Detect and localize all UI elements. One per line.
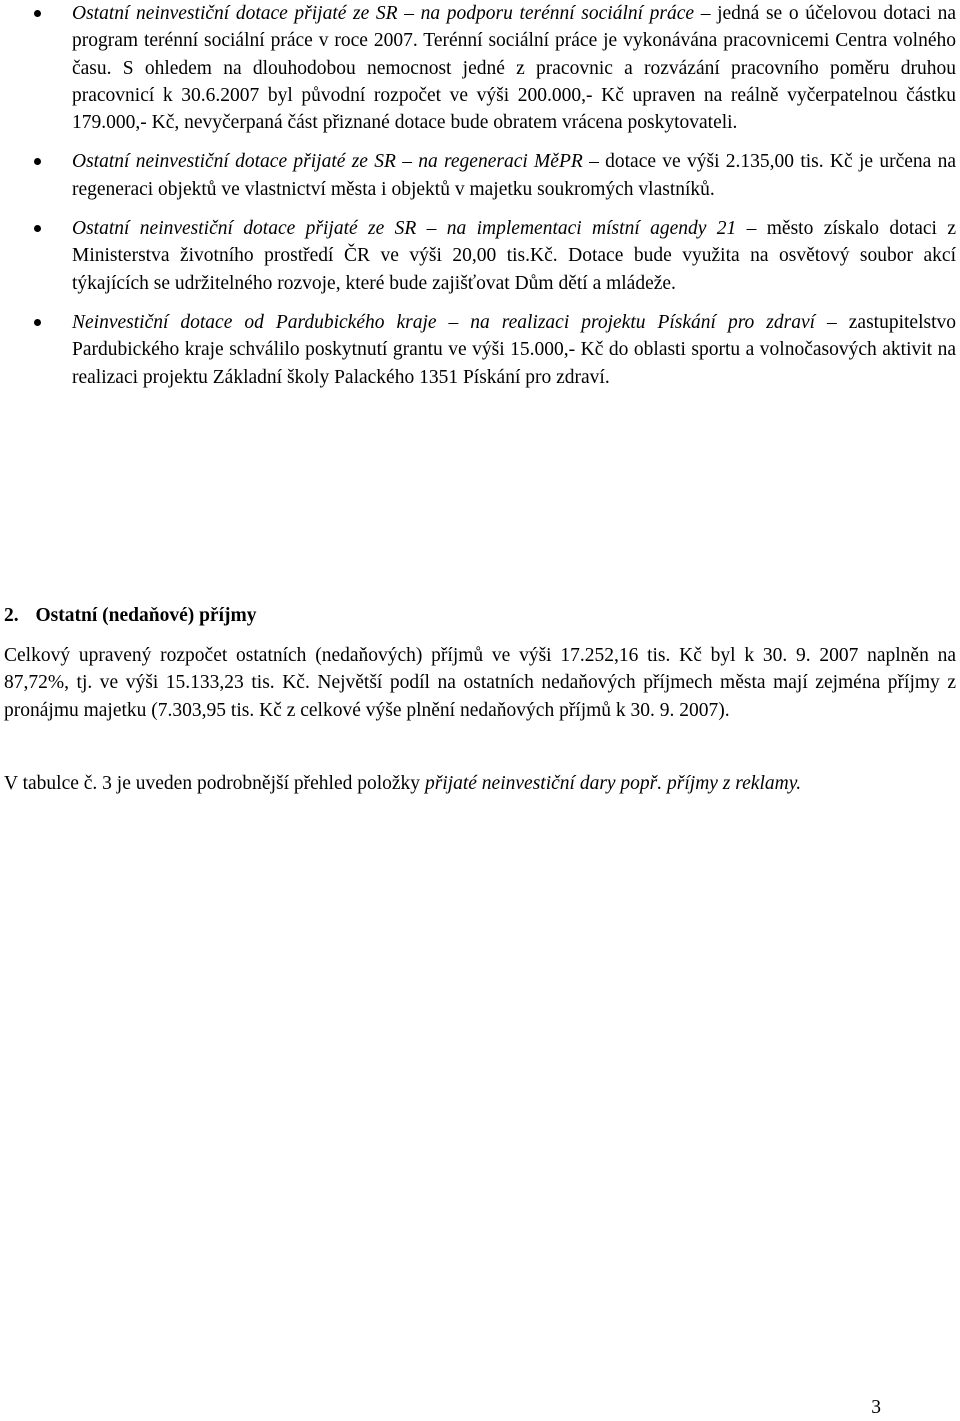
section-number: 2. [4,605,19,626]
item-lead: Ostatní neinvestiční dotace přijaté ze SR – na regeneraci MěPR [72,151,583,173]
subsidy-list [0,0,960,403]
list-item [0,215,960,297]
bullet-icon [34,225,41,232]
list-item [0,309,960,391]
table-note [4,770,956,797]
list-item [0,148,960,203]
list-item [0,0,960,136]
item-text: – dotace ve výši 2.135,00 tis. Kč je určena na regeneraci objektů ve vlastnictví města i objektů v majetku soukromých vlastníků. [72,151,956,200]
bullet-icon [34,319,41,326]
table-note-text: V tabulce č. 3 je uveden podrobnější přehled položky [4,773,425,794]
section-title: Ostatní (nedaňové) příjmy [35,605,257,626]
section-heading [4,602,956,629]
bullet-icon [34,158,41,165]
item-lead: Ostatní neinvestiční dotace přijaté ze SR – na podporu terénní sociální práce [72,3,695,24]
item-text: – jedná se o účelovou dotaci na program terénní sociální práce v roce 2007. Terénní sociální práce je vykonávána pracovnicemi Centra volného času. S ohledem na dlouhodobou nemocnost jedné z pracovnic a rozvázání pracovního poměru druhou pracovnicí k 30.6.2007 byl původní rozpočet ve výši 200.000,- Kč upraven na reálně vyčerpatelnou částku 179.000,- Kč, nevyčerpaná část přiznané dotace bude obratem vrácena poskytovateli. [72,3,957,134]
item-lead: Neinvestiční dotace od Pardubického kraje – na realizaci projektu Pískání pro zdraví [72,311,816,333]
section-paragraph: Celkový upravený rozpočet ostatních (nedaňových) příjmů ve výši 17.252,16 tis. Kč byl k 30. 9. 2007 naplněn na 87,72%, tj. ve výši 15.133,23 tis. Kč. Největší podíl na ostatních nedaňových příjmech města mají zejména příjmy z pronájmu majetku (7.303,95 tis. Kč z celkové výše plnění nedaňových příjmů k 30. 9. 2007). [4,645,956,721]
bullet-icon [34,10,41,17]
page-number: 3 [871,1397,881,1418]
item-text: – město získalo dotaci z Ministerstva životního prostředí ČR ve výši 20,00 tis.Kč. Dotace bude využita na osvětový soubor akcí týkajících se udržitelného rozvoje, které bude zajišťovat Dům dětí a mládeže. [72,218,956,294]
item-text: – zastupitelstvo Pardubického kraje schválilo poskytnutí grantu ve výši 15.000,- Kč do oblasti sportu a volnočasových aktivit na realizaci projektu Základní školy Palackého 1351 Pískání pro zdraví. [72,311,956,388]
table-note-italic: přijaté neinvestiční dary popř. příjmy z reklamy. [424,773,802,794]
item-lead: Ostatní neinvestiční dotace přijaté ze SR – na implementaci místní agendy 21 [72,218,737,240]
